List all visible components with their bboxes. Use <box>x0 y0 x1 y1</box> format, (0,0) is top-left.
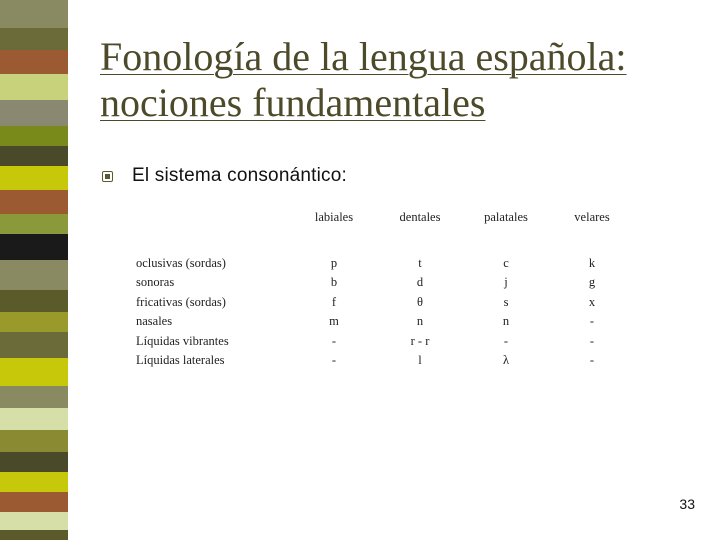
stripe-band <box>0 234 68 260</box>
table-row <box>132 351 635 371</box>
slide-title-line-1: Fonología de la lengua española: <box>100 34 627 79</box>
table-cell: n <box>416 314 424 329</box>
row-label: Líquidas laterales <box>136 353 225 368</box>
table-cell: d <box>416 275 424 290</box>
slide-title-line-2: nociones fundamentales <box>100 80 486 125</box>
table-cell: f <box>331 294 337 309</box>
stripe-band <box>0 290 68 312</box>
table-cell: t <box>418 255 422 270</box>
table-row <box>132 254 635 274</box>
table-cell: s <box>503 294 509 309</box>
table-row <box>132 332 635 352</box>
table-cell: l <box>418 353 422 368</box>
stripe-band <box>0 332 68 358</box>
stripe-band <box>0 50 68 74</box>
bullet-item <box>102 165 347 187</box>
table-cell: b <box>330 275 338 290</box>
table-cell: - <box>589 353 595 368</box>
spacer-cell <box>132 234 635 254</box>
table-cell: p <box>330 255 338 270</box>
stripe-band <box>0 512 68 530</box>
stripe-band <box>0 386 68 408</box>
row-label: sonoras <box>136 275 175 290</box>
stripe-band <box>0 530 68 540</box>
column-header-palatales: palatales <box>484 210 528 224</box>
stripe-band <box>0 166 68 190</box>
consonant-table <box>132 210 635 371</box>
table-cell: n <box>502 314 510 329</box>
table-row <box>132 273 635 293</box>
bullet-text: El sistema consonántico: <box>132 165 347 186</box>
column-header-labiales: labiales <box>314 210 354 224</box>
table-cell: λ <box>502 353 510 368</box>
stripe-band <box>0 214 68 234</box>
stripe-band <box>0 472 68 492</box>
row-label: fricativas (sordas) <box>136 294 226 309</box>
decorative-stripe-bar <box>0 0 68 540</box>
table-cell: θ <box>417 294 423 309</box>
table-header-row <box>132 210 635 234</box>
stripe-band <box>0 0 68 28</box>
table-cell: j <box>504 275 508 290</box>
row-label: Líquidas vibrantes <box>136 333 229 348</box>
stripe-band <box>0 260 68 290</box>
stripe-band <box>0 28 68 50</box>
table-cell: r - r <box>410 333 430 348</box>
table-row <box>132 312 635 332</box>
table-cell: - <box>589 333 595 348</box>
slide-title <box>100 34 700 126</box>
stripe-band <box>0 146 68 166</box>
row-label: nasales <box>136 314 173 329</box>
row-label: oclusivas (sordas) <box>136 255 226 270</box>
table-cell: - <box>331 353 337 368</box>
table-cell: x <box>588 294 596 309</box>
stripe-band <box>0 74 68 100</box>
table-spacer-row <box>132 234 635 254</box>
stripe-band <box>0 126 68 146</box>
table-row <box>132 293 635 313</box>
table-cell: k <box>588 255 596 270</box>
stripe-band <box>0 312 68 332</box>
table-cell: c <box>503 255 509 270</box>
stripe-band <box>0 358 68 386</box>
stripe-band <box>0 430 68 452</box>
stripe-band <box>0 190 68 214</box>
column-header-velares: velares <box>574 210 610 224</box>
stripe-band <box>0 492 68 512</box>
table-cell: m <box>329 314 339 329</box>
stripe-band <box>0 408 68 430</box>
stripe-band <box>0 452 68 472</box>
table-cell: - <box>589 314 595 329</box>
table-cell: - <box>503 333 509 348</box>
table-cell: - <box>331 333 337 348</box>
column-header-dentales: dentales <box>399 210 441 224</box>
square-bullet-icon <box>102 171 113 182</box>
table-cell: g <box>588 275 596 290</box>
table-corner-cell <box>132 210 291 234</box>
stripe-band <box>0 100 68 126</box>
page-number: 33 <box>679 496 695 512</box>
